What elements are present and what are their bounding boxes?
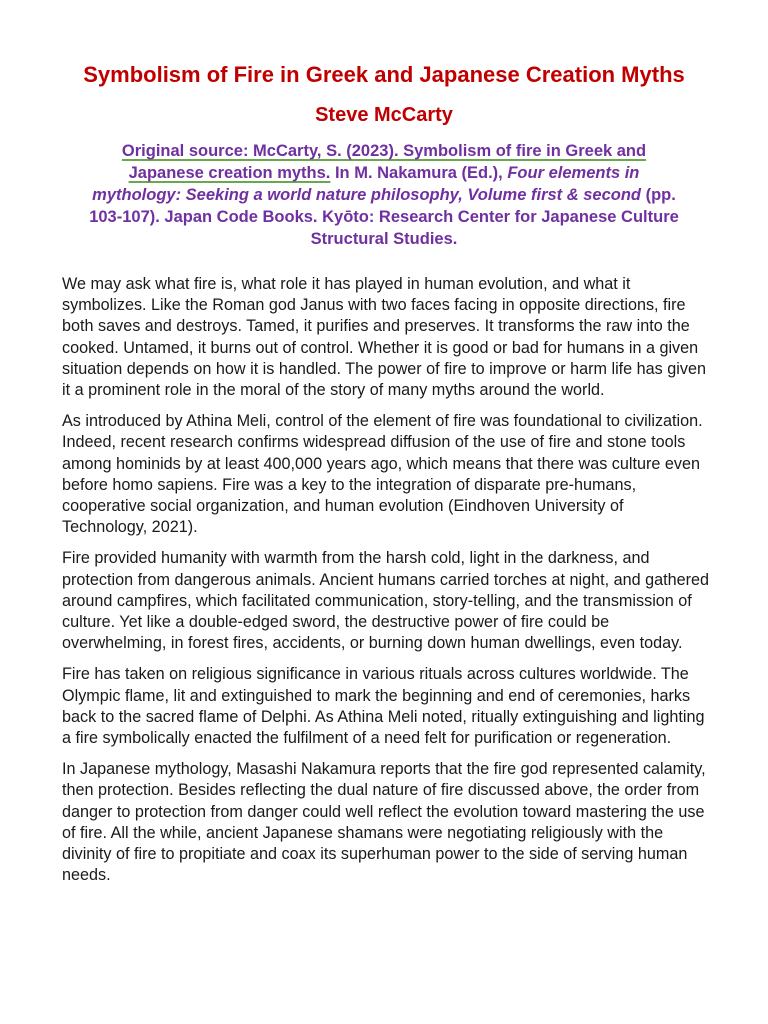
source-book-title: Four elements in mythology: Seeking a world nature philosophy, Volume first & second [92,164,642,204]
body-paragraph: Fire has taken on religious significance in various rituals across cultures worldwide. The Olympic flame, lit and extinguished to mark the beginning and end of ceremonies, harks back to the sacred flame of Delphi. As Athina Meli noted, ritually extinguishing and lighting a fire symbolically enacted the fulfilment of a need felt for purification or regeneration. [62,665,705,748]
source-link[interactable]: Original source: McCarty, S. (2023). Symbolism of fire in Greek and Japanese creation myths. [121,142,647,182]
source-citation [84,140,684,250]
document-title: Symbolism of Fire in Greek and Japanese Creation Myths [83,62,685,87]
body-paragraph: As introduced by Athina Meli, control of the element of fire was foundational to civilization. Indeed, recent research confirms widespread diffusion of the use of fire and stone tools among hominids by at least 400,000 years ago, which means that there was culture even before homo sapiens. Fire was a key to the integration of disparate pre-humans, cooperative social organization, and human evolution (Eindhoven University of Technology, 2021). [62,412,703,537]
source-publisher-text: (pp. 103-107). Japan Code Books. Kyōto: Research Center for Japanese Culture Structural Studies. [89,186,679,248]
article-body [62,274,710,896]
body-paragraph: We may ask what fire is, what role it has played in human evolution, and what it symbolizes. Like the Roman god Janus with two faces facing in opposite directions, fire both saves and destroys. Tamed, it purifies and preserves. It transforms the raw into the cooked. Untamed, it burns out of control. Whether it is good or bad for humans in a given situation depends on how it is handled. The power of fire to improve or harm life has given it a prominent role in the moral of the story of many myths around the world. [62,275,706,400]
body-paragraph: In Japanese mythology, Masashi Nakamura reports that the fire god represented calamity, then protection. Besides reflecting the dual nature of fire discussed above, the order from danger to protection from danger could well reflect the evolution toward mastering the use of fire. All the while, ancient Japanese shamans were negotiating religiously with the divinity of fire to propitiate and coax its superhuman power to the side of serving human needs. [62,760,706,885]
author-name: Steve McCarty [315,104,453,126]
body-paragraph: Fire provided humanity with warmth from the harsh cold, light in the darkness, and protection from dangerous animals. Ancient humans carried torches at night, and gathered around campfires, which facilitated communication, story-telling, and the transmission of culture. Yet like a double-edged sword, the destructive power of fire could be overwhelming, in forest fires, accidents, or burning down human dwellings, even today. [62,549,709,653]
source-editor-text: In M. Nakamura (Ed.), [330,164,508,182]
